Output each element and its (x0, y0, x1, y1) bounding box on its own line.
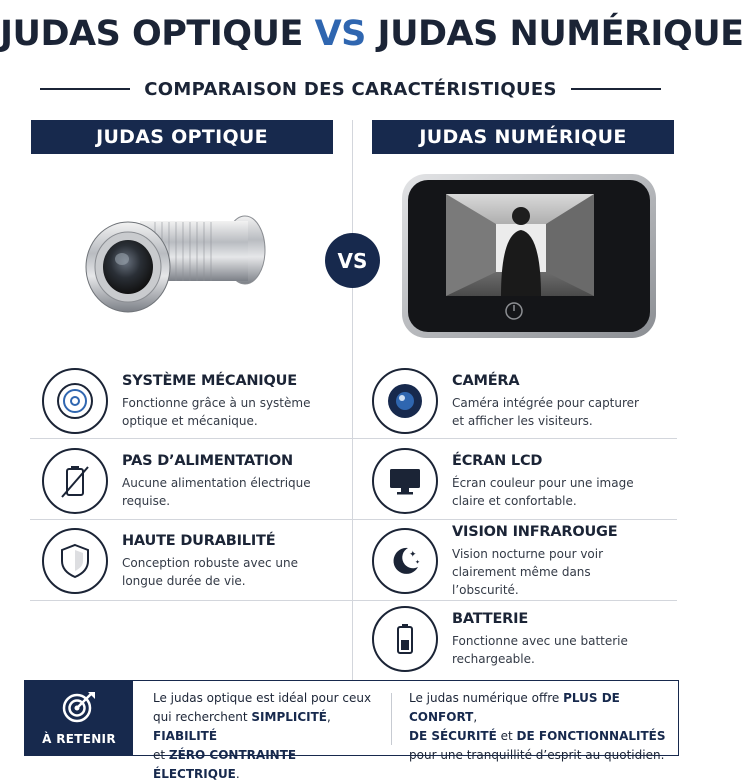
summary-bar (24, 680, 679, 781)
subtitle-rule-left (40, 88, 130, 90)
summary-emphasis: DE FONCTIONNALITÉS (516, 729, 666, 743)
feature-description: Aucune alimentation électrique requise. (122, 475, 311, 508)
row-separator (353, 438, 677, 439)
row-separator (30, 438, 352, 439)
feature-lcd-screen (372, 440, 652, 522)
subtitle-row (40, 74, 661, 104)
feature-durability (42, 520, 322, 602)
feature-no-power (42, 440, 322, 522)
summary-emphasis: FIABILITÉ (153, 729, 218, 743)
subtitle-rule-right (571, 88, 661, 90)
feature-title: ÉCRAN LCD (452, 452, 543, 469)
feature-battery (372, 598, 652, 680)
optical-peephole-image (80, 195, 270, 325)
feature-description: Fonctionne avec une batterie rechargeable. (452, 633, 628, 666)
takeaway-badge (25, 681, 133, 755)
subtitle: COMPARAISON DES CARACTÉRISTIQUES (144, 78, 557, 100)
feature-title: CAMÉRA (452, 372, 520, 389)
feature-title: HAUTE DURABILITÉ (122, 532, 276, 549)
column-divider (352, 120, 353, 680)
title-vs: VS (314, 14, 366, 54)
vs-badge: VS (325, 233, 380, 288)
summary-text: , (473, 710, 478, 724)
digital-peephole-image (400, 172, 658, 342)
digital-summary (409, 689, 673, 765)
summary-text: Le judas optique est idéal pour ceux qui recherchent (153, 691, 372, 724)
summary-emphasis: DE SÉCURITÉ (409, 729, 497, 743)
feature-mechanical-system (42, 360, 322, 442)
takeaway-label: À RETENIR (42, 732, 116, 746)
camera-lens-icon (372, 368, 438, 434)
shield-icon (42, 528, 108, 594)
left-column-header: JUDAS OPTIQUE (31, 120, 333, 154)
right-column-header: JUDAS NUMÉRIQUE (372, 120, 674, 154)
moon-stars-icon (372, 528, 438, 594)
battery-icon (372, 606, 438, 672)
feature-description: Vision nocturne pour voir clairement même dans l’obscurité. (452, 546, 604, 597)
summary-text: , (327, 710, 331, 724)
summary-divider (391, 693, 392, 745)
summary-text: et (496, 729, 517, 743)
summary-text: . (235, 767, 240, 781)
summary-text: et (153, 748, 169, 762)
title-left: JUDAS OPTIQUE (0, 14, 303, 54)
feature-camera (372, 360, 652, 442)
feature-description: Fonctionne grâce à un système optique et mécanique. (122, 395, 311, 428)
summary-text: Le judas numérique offre (409, 691, 564, 705)
title-right: JUDAS NUMÉRIQUE (377, 14, 744, 54)
summary-emphasis: SIMPLICITÉ (251, 710, 327, 724)
summary-text: pour une tranquillité d’esprit au quotidien. (409, 748, 665, 762)
svg-text:✦: ✦ (415, 559, 421, 566)
no-battery-icon (42, 448, 108, 514)
feature-title: BATTERIE (452, 610, 529, 627)
svg-text:✦: ✦ (409, 550, 417, 560)
monitor-icon (372, 448, 438, 514)
summary-emphasis: PLUS DE CONFORT (409, 691, 620, 724)
feature-title: VISION INFRAROUGE (452, 523, 618, 540)
feature-title: PAS D’ALIMENTATION (122, 452, 293, 469)
feature-infrared-vision (372, 520, 652, 602)
row-separator (30, 600, 352, 601)
feature-description: Conception robuste avec une longue durée de vie. (122, 555, 298, 588)
feature-description: Caméra intégrée pour capturer et afficher les visiteurs. (452, 395, 639, 428)
optical-summary (153, 689, 378, 784)
target-icon (61, 690, 97, 724)
feature-description: Écran couleur pour une image claire et confortable. (452, 475, 634, 508)
page-title (0, 14, 744, 54)
feature-title: SYSTÈME MÉCANIQUE (122, 372, 297, 389)
summary-emphasis: ZÉRO CONTRAINTE ÉLECTRIQUE (153, 748, 297, 781)
lens-mechanism-icon (42, 368, 108, 434)
